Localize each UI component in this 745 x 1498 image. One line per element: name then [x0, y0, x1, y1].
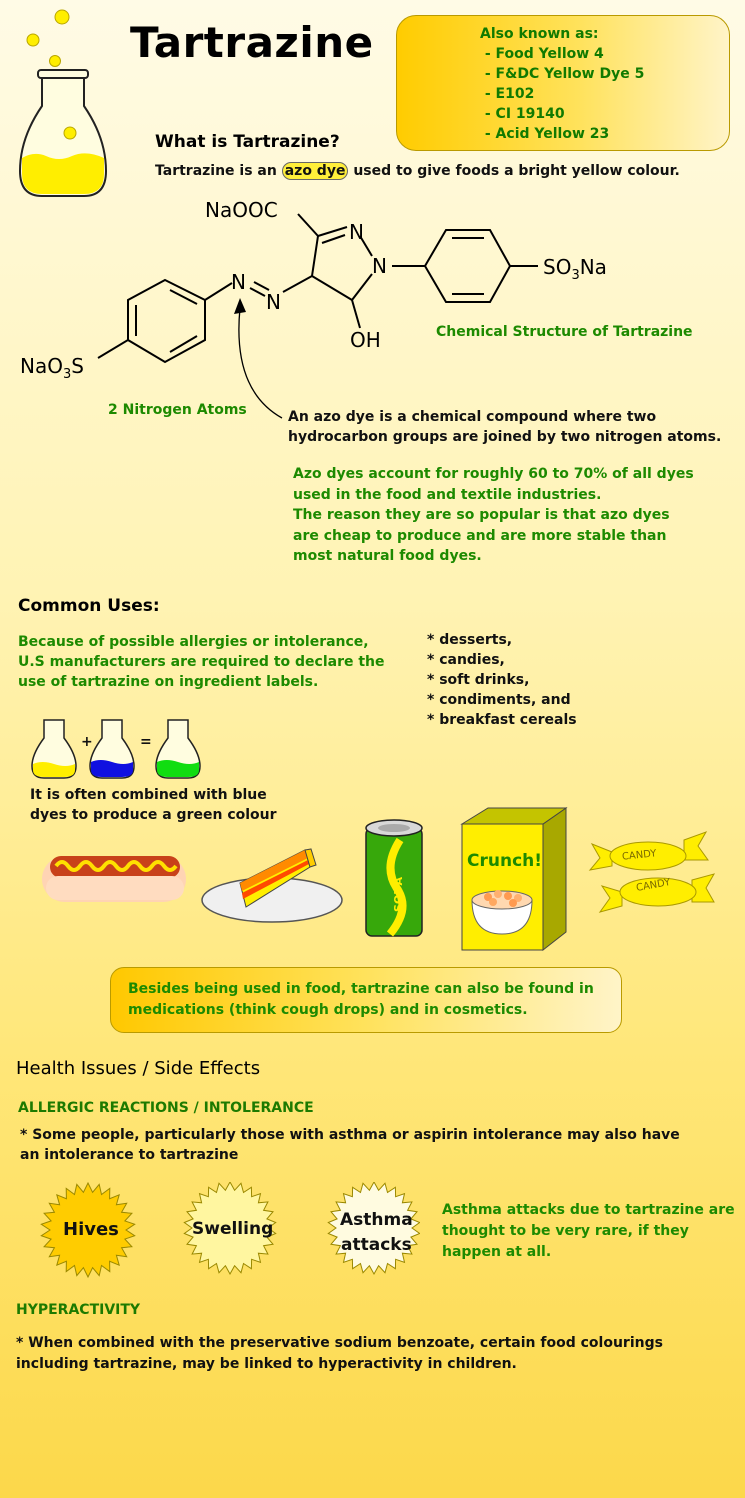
so3na-right-label: $SO_3Na$ — [543, 255, 607, 283]
what-is-heading: What is Tartrazine? — [155, 132, 340, 152]
what-is-after: used to give foods a bright yellow colour. — [353, 163, 680, 179]
page-title: Tartrazine — [130, 18, 374, 67]
flask-icon — [14, 6, 114, 201]
asthma-note: Asthma attacks due to tartrazine are thought to be very rare, if they happen at all. — [442, 1202, 735, 1260]
list-item: * candies, — [427, 652, 505, 668]
health-heading: Health Issues / Side Effects — [16, 1058, 261, 1079]
azo-popularity: Azo dyes account for roughly 60 to 70% of all dyes used in the food and textile industries. The reason they are so popular is that azo dyes are cheap to produce and are more stable than most natural food dyes. — [293, 466, 694, 564]
pyrazole-n-ring: N — [372, 254, 387, 278]
hives-label: Hives — [63, 1219, 119, 1240]
list-item: * soft drinks, — [427, 672, 530, 688]
oh-label: OH — [350, 328, 381, 352]
hyperactivity-heading: HYPERACTIVITY — [16, 1302, 141, 1318]
asthma-label: Asthma attacks — [340, 1210, 413, 1255]
nitrogen-label: 2 Nitrogen Atoms — [108, 402, 247, 418]
aka-heading: Also known as: — [480, 26, 599, 42]
plus-sign: + — [81, 734, 93, 750]
common-uses-heading: Common Uses: — [18, 596, 160, 616]
chemical-structure-diagram — [0, 190, 745, 420]
aka-item: - Food Yellow 4 — [480, 46, 604, 62]
candy-icon — [588, 830, 716, 922]
aka-item: - E102 — [480, 86, 535, 102]
structure-caption: Chemical Structure of Tartrazine — [436, 324, 693, 340]
also-known-as-list — [480, 24, 644, 144]
list-item: * breakfast cereals — [427, 712, 577, 728]
candy-label-1: CANDY — [621, 848, 658, 863]
list-item: * desserts, — [427, 632, 513, 648]
labels-text: Because of possible allergies or intolerance, U.S manufacturers are required to declare the use of tartrazine on ingredient labels. — [18, 634, 385, 690]
pyrazole-n-top: N — [349, 220, 364, 244]
cake-icon — [200, 845, 345, 925]
what-is-text — [155, 162, 680, 180]
crunch-label: Crunch! — [467, 851, 542, 871]
uses-list — [427, 630, 577, 730]
candy-label-2: CANDY — [635, 877, 672, 894]
equals-sign: = — [140, 734, 152, 750]
azo-dye-highlight: azo dye — [282, 162, 349, 180]
azo-definition: An azo dye is a chemical compound where two hydrocarbon groups are joined by two nitrogen atoms. — [288, 409, 722, 445]
aka-item: - F&DC Yellow Dye 5 — [480, 66, 645, 82]
swelling-label: Swelling — [192, 1219, 274, 1239]
cereal-box-icon — [458, 804, 570, 952]
azo-n-1: N — [231, 270, 246, 294]
soda-label: SODA — [391, 877, 405, 912]
hotdog-icon — [40, 848, 190, 906]
aka-item: - Acid Yellow 23 — [480, 126, 610, 142]
naooc-label: NaOOC — [205, 198, 278, 222]
aka-item: - CI 19140 — [480, 106, 565, 122]
what-is-before: Tartrazine is an — [155, 163, 277, 179]
azo-n-2: N — [266, 290, 281, 314]
green-colour-text: It is often combined with blue dyes to produce a green colour — [30, 787, 277, 823]
medications-text: Besides being used in food, tartrazine can also be found in medications (think cough drops) and in cosmetics. — [128, 981, 594, 1018]
color-mixing-icon — [30, 714, 210, 782]
hyperactivity-text: * When combined with the preservative sodium benzoate, certain food colourings including tartrazine, may be linked to hyperactivity in children. — [16, 1335, 663, 1372]
list-item: * condiments, and — [427, 692, 571, 708]
naso3-left-label: NaO$_3$S — [20, 354, 84, 382]
allergic-heading: ALLERGIC REACTIONS / INTOLERANCE — [18, 1100, 314, 1116]
allergic-text: * Some people, particularly those with asthma or aspirin intolerance may also have an intolerance to tartrazine — [20, 1127, 680, 1163]
